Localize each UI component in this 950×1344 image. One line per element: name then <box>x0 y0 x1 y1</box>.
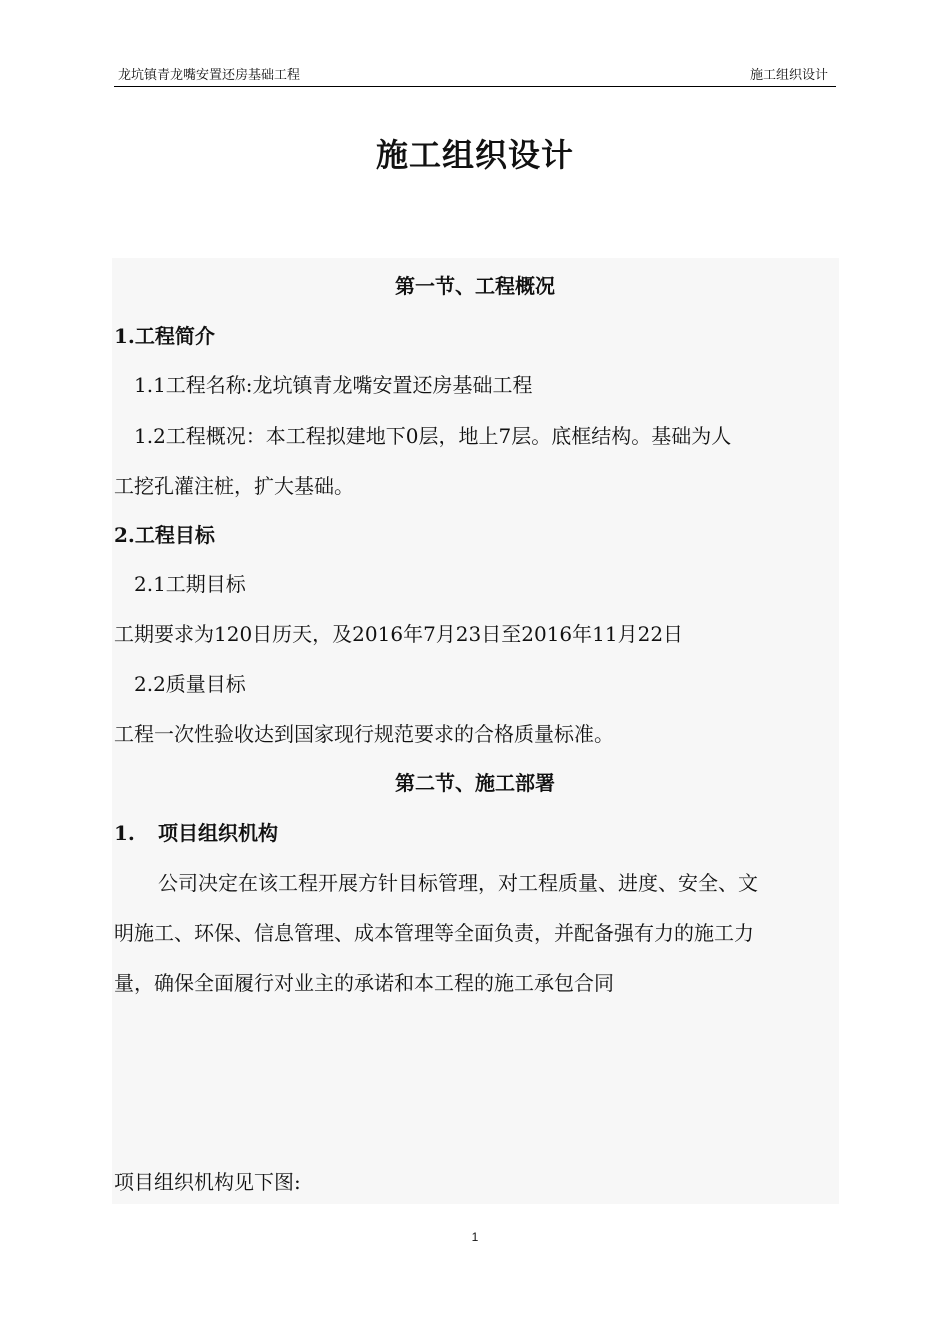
deployment-para-line-1: 公司决定在该工程开展方针目标管理，对工程质量、进度、安全、文 <box>158 871 758 895</box>
project-overview-line-1: 1.2工程概况：本工程拟建地下0层，地上7层。底框结构。基础为人 <box>134 424 732 448</box>
section2-heading: 第二节、施工部署 <box>395 771 555 795</box>
project-overview-line-2: 工挖孔灌注桩，扩大基础。 <box>114 474 354 498</box>
deployment-para-line-3: 量，确保全面履行对业主的承诺和本工程的施工承包合同 <box>114 971 614 995</box>
quality-goal-heading: 2.2质量目标 <box>134 672 246 696</box>
schedule-goal-heading: 2.1工期目标 <box>134 572 246 596</box>
header-project-name: 龙坑镇青龙嘴安置还房基础工程 <box>118 68 301 83</box>
section1-heading: 第一节、工程概况 <box>395 274 555 298</box>
org-chart-caption: 项目组织机构见下图: <box>114 1170 301 1194</box>
project-name-line: 1.1工程名称:龙坑镇青龙嘴安置还房基础工程 <box>134 373 533 397</box>
page-header <box>114 66 836 87</box>
document-title: 施工组织设计 <box>375 136 574 174</box>
deployment-para-line-2: 明施工、环保、信息管理、成本管理等全面负责，并配备强有力的施工力 <box>114 921 754 945</box>
schedule-goal-text: 工期要求为120日历天，及2016年7月23日至2016年11月22日 <box>114 622 684 646</box>
page-number: 1 <box>471 1230 479 1244</box>
heading-project-goals: 2.工程目标 <box>114 523 215 547</box>
heading-project-intro: 1.工程简介 <box>114 324 215 348</box>
header-doc-type: 施工组织设计 <box>749 68 828 83</box>
quality-goal-text: 工程一次性验收达到国家现行规范要求的合格质量标准。 <box>114 722 614 746</box>
org-structure-heading: 项目组织机构 <box>158 821 278 845</box>
org-structure-number: 1. <box>114 821 135 845</box>
